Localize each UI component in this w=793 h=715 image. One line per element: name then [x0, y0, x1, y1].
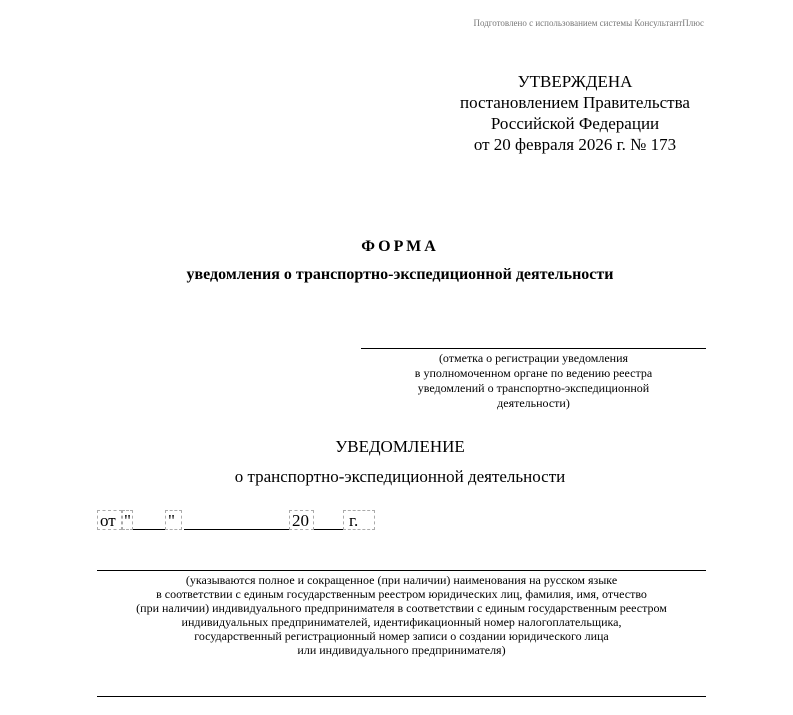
note-line: в соответствии с единым государственным реестром юридических лиц, фамилия, имя, отчество: [156, 587, 647, 601]
quote-open: ": [122, 510, 133, 530]
approval-block: [430, 71, 720, 155]
prepared-with-note: Подготовлено с использованием системы КонсультантПлюс: [473, 18, 704, 28]
year-suffix: г.: [343, 510, 375, 530]
approval-line: Российской Федерации: [490, 114, 660, 133]
form-title: ФОРМА: [361, 238, 439, 255]
note-line: государственный регистрационный номер записи о создании юридического лица: [194, 629, 609, 643]
note-line: (указываются полное и сокращенное (при наличии) наименования на русском языке: [185, 573, 618, 587]
note-line: индивидуальных предпринимателей, идентификационный номер налогоплательщика,: [181, 615, 622, 629]
day-field[interactable]: [133, 511, 165, 530]
date-row: [97, 510, 375, 532]
approval-line: от 20 февраля 2026 г. № 173: [473, 135, 677, 154]
note-line: (при наличии) индивидуального предпринимателя в соответствии с единым государственным реестром: [136, 601, 667, 615]
year-field[interactable]: [314, 511, 343, 530]
note-line: в уполномоченном органе по ведению реестра: [414, 366, 653, 380]
organization-line[interactable]: [97, 570, 706, 571]
organization-note: [97, 573, 706, 657]
year-prefix: 20: [289, 510, 314, 530]
notice-title: УВЕДОМЛЕНИЕ: [335, 437, 465, 456]
form-subtitle: уведомления о транспортно-экспедиционной деятельности: [186, 266, 614, 283]
quote-close: ": [165, 510, 182, 530]
note-line: деятельности): [497, 396, 570, 410]
note-line: (отметка о регистрации уведомления: [438, 351, 629, 365]
registration-note: [361, 351, 706, 411]
note-line: или индивидуального предпринимателя): [297, 643, 506, 657]
approval-line: постановлением Правительства: [460, 93, 690, 112]
note-line: уведомлений о транспортно-экспедиционной: [417, 381, 650, 395]
next-field-line[interactable]: [97, 696, 706, 697]
date-from-label: от: [97, 510, 122, 530]
month-field[interactable]: [184, 511, 289, 530]
registration-line: [361, 348, 706, 349]
approval-line: УТВЕРЖДЕНА: [517, 72, 633, 91]
notice-subtitle: о транспортно-экспедиционной деятельности: [234, 467, 566, 486]
